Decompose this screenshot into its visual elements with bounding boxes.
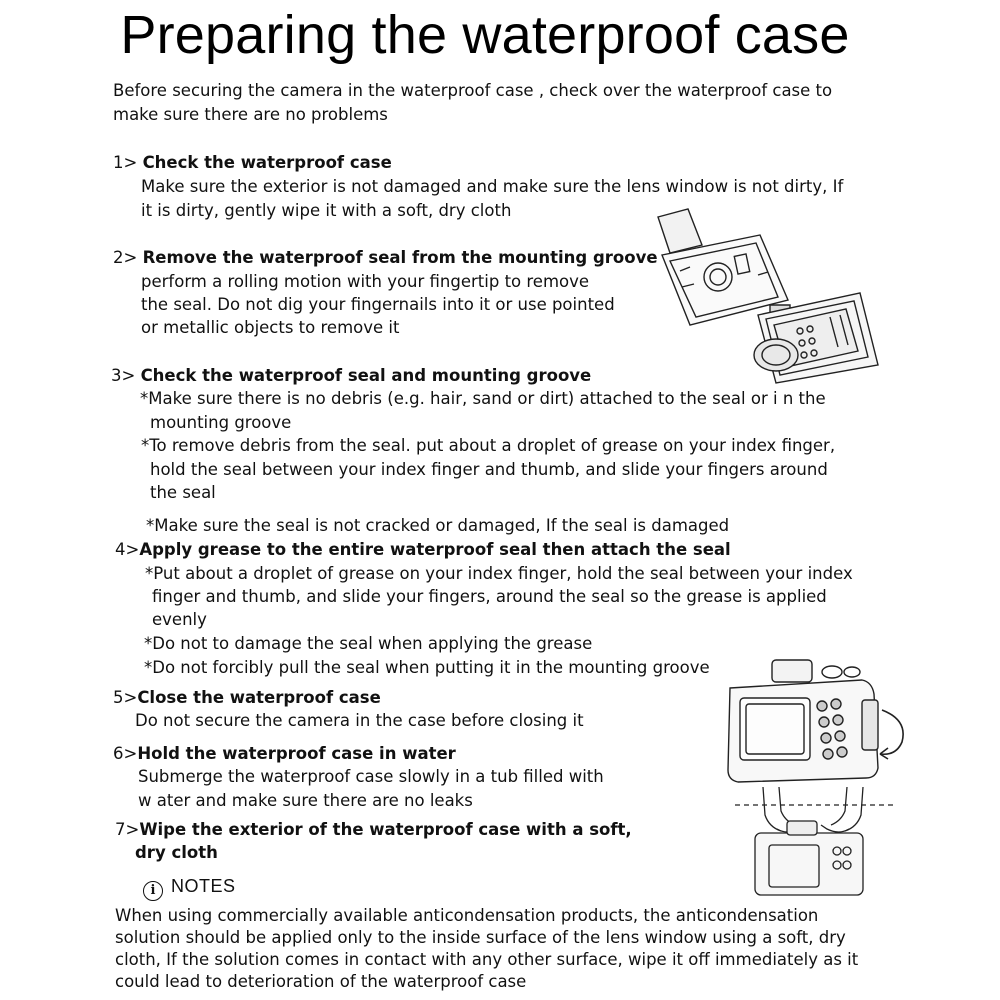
- closed-waterproof-case-illustration: [722, 650, 912, 785]
- step-3-line-4: hold the seal between your index finger and thumb, and slide your fingers around: [150, 460, 828, 479]
- step-2-title: Remove the waterproof seal from the mounting groove: [142, 248, 658, 267]
- step-2-heading: [113, 246, 658, 270]
- step-5-title: Close the waterproof case: [137, 688, 381, 707]
- step-3-line-5: the seal: [150, 483, 216, 502]
- step-2-line-1: perform a rolling motion with your fingertip to remove: [141, 272, 590, 291]
- step-1-line-1: Make sure the exterior is not damaged and make sure the lens window is not dirty, If: [141, 177, 844, 196]
- intro-line-2: make sure there are no problems: [113, 105, 388, 124]
- step-2-number: 2>: [113, 248, 138, 267]
- step-7-title-line-2: dry cloth: [135, 843, 218, 862]
- step-1-title: Check the waterproof case: [142, 153, 392, 172]
- step-1-number: 1>: [113, 153, 138, 172]
- step-6-title: Hold the waterproof case in water: [137, 744, 456, 763]
- step-4-title: Apply grease to the entire waterproof seal then attach the seal: [139, 540, 731, 559]
- intro-line-1: Before securing the camera in the waterproof case , check over the waterproof case to: [113, 81, 833, 100]
- step-2-line-2: the seal. Do not dig your fingernails into it or use pointed: [141, 295, 615, 314]
- step-6-line-2: w ater and make sure there are no leaks: [138, 791, 473, 810]
- step-6-number: 6>: [113, 744, 138, 763]
- step-1-heading: [113, 151, 392, 175]
- step-5-number: 5>: [113, 688, 138, 707]
- open-waterproof-case-illustration: [640, 205, 885, 385]
- step-4-heading: [115, 538, 731, 562]
- notes-line-4: could lead to deterioration of the waterproof case: [115, 972, 527, 991]
- step-4-line-4: *Do not to damage the seal when applying the grease: [144, 634, 593, 653]
- step-4-number: 4>: [115, 540, 140, 559]
- step-4-line-3: evenly: [152, 610, 207, 629]
- step-3-line-6: *Make sure the seal is not cracked or damaged, If the seal is damaged: [146, 516, 730, 535]
- page-title: Preparing the waterproof case: [120, 5, 850, 65]
- step-4-line-1: *Put about a droplet of grease on your index finger, hold the seal between your index: [145, 564, 853, 583]
- step-5-heading: [113, 686, 381, 710]
- step-4-line-2: finger and thumb, and slide your fingers, around the seal so the grease is applied: [152, 587, 827, 606]
- step-3-heading: [111, 364, 591, 388]
- step-3-line-3: *To remove debris from the seal. put about a droplet of grease on your index finger,: [141, 436, 836, 455]
- notes-label: NOTES: [171, 876, 236, 896]
- step-3-number: 3>: [111, 366, 136, 385]
- step-3-line-2: mounting groove: [150, 413, 292, 432]
- info-circle-icon: i: [143, 881, 163, 901]
- step-2-line-3: or metallic objects to remove it: [141, 318, 400, 337]
- step-3-title: Check the waterproof seal and mounting groove: [140, 366, 592, 385]
- step-6-heading: [113, 742, 456, 766]
- step-7-title: Wipe the exterior of the waterproof case with a soft,: [139, 820, 632, 839]
- notes-header: [143, 876, 236, 901]
- notes-line-1: When using commercially available anticondensation products, the anticondensation: [115, 906, 819, 925]
- notes-line-2: solution should be applied only to the inside surface of the lens window using a soft, dry: [115, 928, 846, 947]
- step-6-line-1: Submerge the waterproof case slowly in a tub filled with: [138, 767, 604, 786]
- step-3-line-1: *Make sure there is no debris (e.g. hair, sand or dirt) attached to the seal or i n the: [140, 389, 826, 408]
- step-7-number: 7>: [115, 820, 140, 839]
- step-7-heading: [115, 818, 632, 842]
- step-4-line-5: *Do not forcibly pull the seal when putting it in the mounting groove: [144, 658, 710, 677]
- notes-line-3: cloth, If the solution comes in contact with any other surface, wipe it off immediately as it: [115, 950, 859, 969]
- step-1-line-2: it is dirty, gently wipe it with a soft, dry cloth: [141, 201, 512, 220]
- step-5-line-1: Do not secure the camera in the case before closing it: [135, 711, 584, 730]
- hands-submerging-case-illustration: [725, 785, 905, 900]
